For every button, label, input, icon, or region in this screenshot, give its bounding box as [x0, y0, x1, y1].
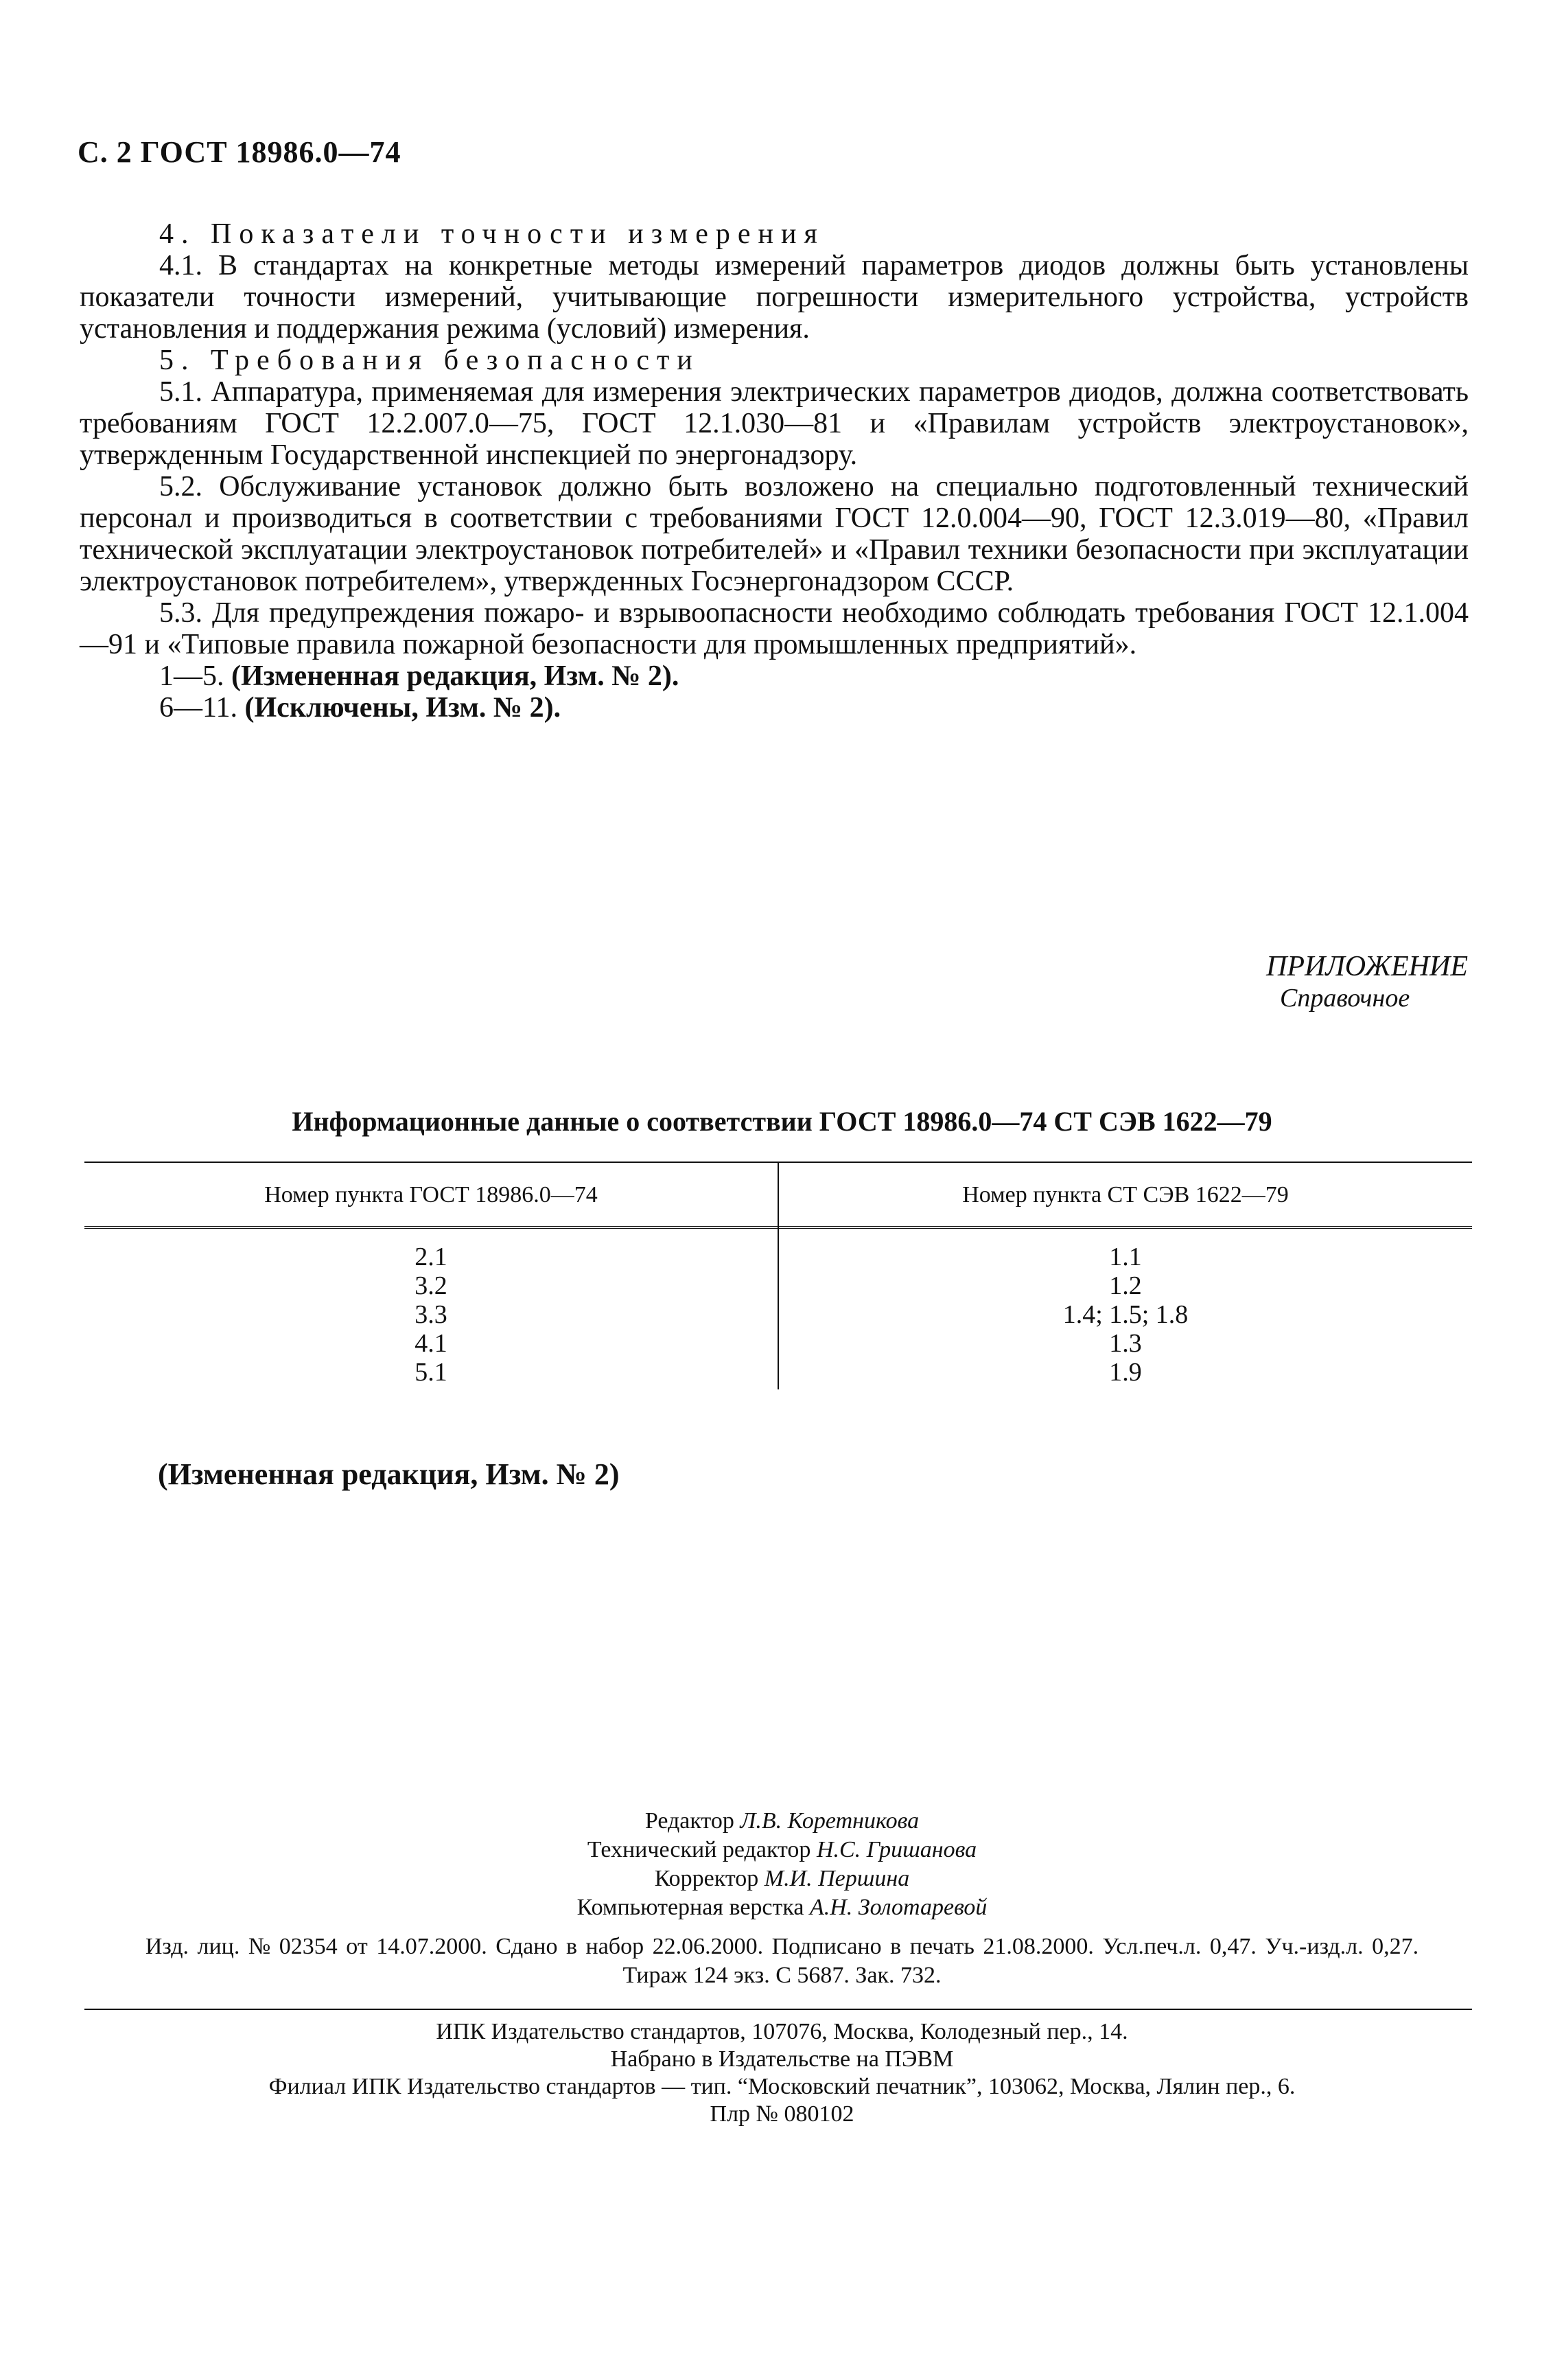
- credit-name: М.И. Першина: [764, 1866, 910, 1891]
- credit-role: Технический редактор: [587, 1837, 811, 1862]
- paragraph-5-1: 5.1. Аппаратура, применяемая для измерения электрических параметров диодов, должна соответствовать требованиям ГОСТ 12.2.007.0—75, ГОСТ 12.1.030—81 и «Правилам устройств электроустановок», утвержденным Государственной инспекцией по энергонадзору.: [80, 376, 1469, 471]
- table-cell: 2.1: [415, 1243, 447, 1271]
- note-1-text: (Измененная редакция, Изм. № 2).: [231, 660, 679, 692]
- credits-block: [0, 1807, 1564, 1922]
- imprint-line-4: Плр № 080102: [710, 2101, 854, 2127]
- paragraph-5-3: 5.3. Для предупреждения пожаро- и взрывоопасности необходимо соблюдать требования ГОСТ 12.1.004—91 и «Типовые правила пожарной безопасности для промышленных предприятий».: [80, 597, 1469, 660]
- credit-layout: [0, 1893, 1564, 1922]
- credit-role: Корректор: [654, 1866, 759, 1891]
- credit-name: А.Н. Золотаревой: [809, 1895, 988, 1920]
- note-1-number: 1—5.: [159, 660, 224, 692]
- table-header-gost: Номер пункта ГОСТ 18986.0—74: [264, 1182, 598, 1208]
- credit-role: Редактор: [644, 1808, 734, 1834]
- table-cell: 4.1: [415, 1329, 447, 1358]
- imprint-line-1: ИПК Издательство стандартов, 107076, Москва, Колодезный пер., 14.: [436, 2019, 1128, 2044]
- table-cell: 1.9: [1109, 1358, 1142, 1387]
- table-header-st-sev: Номер пункта СТ СЭВ 1622—79: [962, 1182, 1289, 1208]
- note-2-text: (Исключены, Изм. № 2).: [244, 692, 561, 724]
- table-cell: 5.1: [415, 1358, 447, 1387]
- amendment-note-2: [80, 692, 1469, 724]
- amendment-note-1: [80, 660, 1469, 692]
- table-cell: 3.3: [415, 1300, 447, 1329]
- publication-line-1: Изд. лиц. № 02354 от 14.07.2000. Сдано в набор 22.06.2000. Подписано в печать 21.08.2000. Усл.печ.л. 0,47. Уч.-изд.л. 0,27.: [145, 1934, 1419, 1959]
- page-header: С. 2 ГОСТ 18986.0—74: [78, 135, 401, 169]
- appendix-sublabel: Справочное: [1280, 984, 1410, 1013]
- document-body: [80, 218, 1469, 724]
- publication-line-2: Тираж 124 экз. С 5687. Зак. 732.: [622, 1963, 942, 1988]
- amendment-note-table: (Измененная редакция, Изм. № 2): [158, 1457, 620, 1491]
- appendix-label-block: [1266, 951, 1468, 1014]
- paragraph-4-1: 4.1. В стандартах на конкретные методы измерений параметров диодов должны быть установлены показатели точности измерений, учитывающие погрешности измерительного устройства, устройств установления и поддержания режима (условий) измерения.: [80, 250, 1469, 345]
- imprint-line-2: Набрано в Издательстве на ПЭВМ: [610, 2046, 954, 2072]
- credit-name: Л.В. Коретникова: [740, 1808, 920, 1834]
- correspondence-table: [84, 1162, 1472, 1389]
- appendix-label: ПРИЛОЖЕНИЕ: [1266, 951, 1468, 982]
- credit-corrector: [0, 1864, 1564, 1893]
- credit-tech-editor: [0, 1836, 1564, 1864]
- paragraph-5-2: 5.2. Обслуживание установок должно быть возложено на специально подготовленный технический персонал и производиться в соответствии с требованиями ГОСТ 12.0.004—90, ГОСТ 12.3.019—80, «Правил технической эксплуатации электроустановок потребителей» и «Правил техники безопасности при эксплуатации электроустановок потребителем», утвержденных Госэнергонадзором СССР.: [80, 471, 1469, 597]
- publication-info: [0, 1932, 1564, 1990]
- credit-role: Компьютерная верстка: [576, 1895, 804, 1920]
- table-cell: 1.1: [1109, 1243, 1142, 1271]
- footer-rule: [84, 2009, 1472, 2010]
- note-2-number: 6—11.: [159, 692, 237, 724]
- table-column-gost: [84, 1243, 778, 1387]
- table-cell: 1.2: [1109, 1271, 1142, 1300]
- table-cell: 1.3: [1109, 1329, 1142, 1358]
- table-cell: 1.4; 1.5; 1.8: [1062, 1300, 1189, 1329]
- section-5-heading: 5. Требования безопасности: [159, 345, 700, 376]
- credit-editor: [0, 1807, 1564, 1836]
- table-cell: 3.2: [415, 1271, 447, 1300]
- table-column-st-sev: [779, 1243, 1472, 1387]
- section-4-heading: 4. Показатели точности измерения: [159, 218, 825, 250]
- table-title: Информационные данные о соответствии ГОСТ 18986.0—74 СТ СЭВ 1622—79: [292, 1106, 1272, 1137]
- imprint-block: [0, 2018, 1564, 2128]
- imprint-line-3: Филиал ИПК Издательство стандартов — тип. “Московский печатник”, 103062, Москва, Лялин пер., 6.: [268, 2074, 1296, 2099]
- credit-name: Н.С. Гришанова: [816, 1837, 977, 1862]
